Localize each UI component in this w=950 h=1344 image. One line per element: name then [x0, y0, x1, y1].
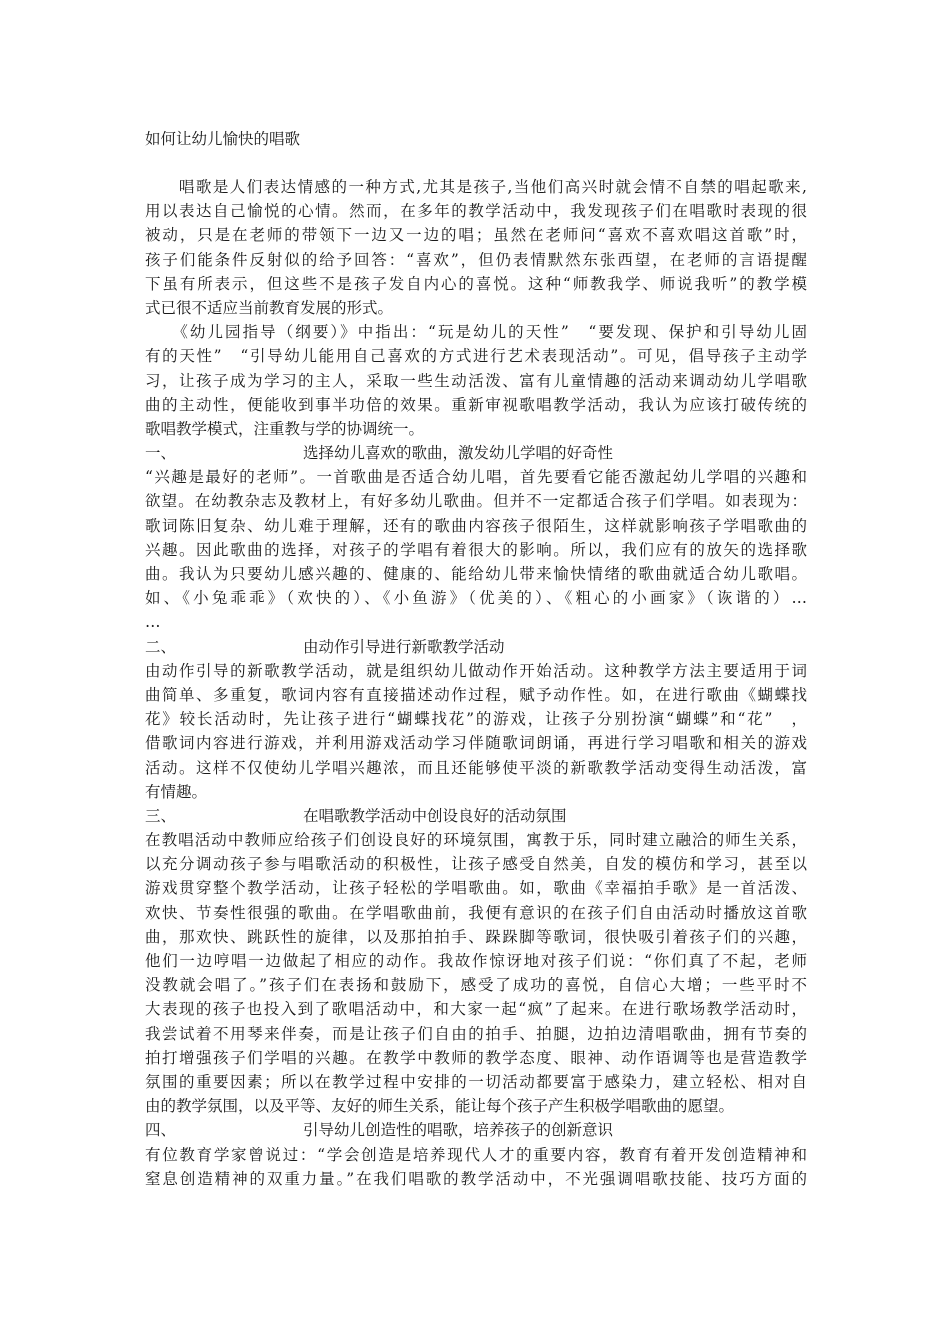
text-line: 曲。我认为只要幼儿感兴趣的、健康的、能给幼儿带来愉快情绪的歌曲就适合幼儿歌唱。 [145, 565, 807, 583]
text-line: 曲，那欢快、跳跃性的旋律，以及那拍拍手、跺跺脚等歌词，很快吸引着孩子们的兴趣， [145, 927, 807, 946]
text-line: 有位教育学家曾说过：“学会创造是培养现代人才的重要内容，教育有着开发创造精神和 [145, 1145, 807, 1164]
text-line: 欲望。在幼教杂志及教材上，有好多幼儿歌曲。但并不一定都适合孩子们学唱。如表现为： [145, 492, 807, 511]
section-heading [145, 804, 807, 828]
text-line: 曲的主动性，便能收到事半功倍的效果。重新审视歌唱教学活动，我认为应该打破传统的 [145, 395, 807, 414]
text-line: … [145, 613, 161, 632]
text-line: 习，让孩子成为学习的主人，采取一些生动活泼、富有儿童情趣的活动来调动幼儿学唱歌 [145, 371, 807, 390]
text-line: 唱歌是人们表达情感的一种方式,尤其是孩子,当他们高兴时就会情不自禁的唱起歌来, [145, 178, 807, 196]
text-line: 《幼儿园指导（纲要）》中指出：“玩是幼儿的天性” “要发现、保护和引导幼儿固 [145, 323, 807, 342]
section-title: 选择幼儿喜欢的歌曲，激发幼儿学唱的好奇性 [303, 444, 614, 463]
text-line: 由动作引导的新歌教学活动，就是组织幼儿做动作开始活动。这种教学方法主要适用于词 [145, 661, 807, 680]
section-title: 由动作引导进行新歌教学活动 [303, 637, 505, 656]
text-line: 欢快、节奏性很强的歌曲。在学唱歌曲前，我便有意识的在孩子们自由活动时播放这首歌 [145, 903, 807, 922]
text-line: 在教唱活动中教师应给孩子们创设良好的环境氛围，寓教于乐，同时建立融洽的师生关系， [145, 831, 807, 850]
text-line: 花》较长活动时，先让孩子进行“蝴蝶找花”的游戏，让孩子分别扮演“蝴蝶”和“花” ， [145, 710, 807, 729]
text-line: 借歌词内容进行游戏，并利用游戏活动学习伴随歌词朗诵，再进行学习唱歌和相关的游戏 [145, 734, 807, 753]
text-line: 以充分调动孩子参与唱歌活动的积极性，让孩子感受自然美，自发的模仿和学习，甚至以 [145, 855, 807, 874]
document-title: 如何让幼儿愉快的唱歌 [145, 130, 301, 148]
section-heading [145, 635, 807, 659]
text-line: 曲简单、多重复，歌词内容有直接描述动作过程，赋予动作性。如，在进行歌曲《蝴蝶找 [145, 685, 807, 704]
text-line: 被动，只是在老师的带领下一边又一边的唱；虽然在老师问“喜欢不喜欢唱这首歌”时， [145, 226, 807, 245]
text-line: 活动。这样不仅使幼儿学唱兴趣浓，而且还能够使平淡的新歌教学活动变得生动活泼，富 [145, 758, 807, 777]
text-line: 窒息创造精神的双重力量。”在我们唱歌的教学活动中，不光强调唱歌技能、技巧方面的 [145, 1169, 807, 1188]
text-line: 歌唱教学模式，注重教与学的协调统一。 [145, 419, 425, 438]
text-line: 氛围的重要因素；所以在教学过程中安排的一切活动都要富于感染力，建立轻松、相对自 [145, 1072, 807, 1091]
text-line: 如、《小兔乖乖》（欢快的）、《小鱼游》（优美的）、《粗心的小画家》（诙谐的）… [145, 589, 807, 608]
section-number: 三、 [145, 806, 177, 825]
text-line: 孩子们能条件反射似的给予回答：“喜欢”，但仍表情默然东张西望，在老师的言语提醒 [145, 250, 807, 269]
text-line: 他们一边哼唱一边做起了相应的动作。我故作惊讶地对孩子们说：“你们真了不起，老师 [145, 952, 807, 970]
section-heading [145, 1118, 807, 1142]
text-line: 我尝试着不用琴来伴奏，而是让孩子们自由的拍手、拍腿，边拍边清唱歌曲，拥有节奏的 [145, 1024, 807, 1043]
section-title: 引导幼儿创造性的唱歌，培养孩子的创新意识 [303, 1121, 614, 1140]
text-line: 拍打增强孩子们学唱的兴趣。在教学中教师的教学态度、眼神、动作语调等也是营造教学 [145, 1048, 807, 1067]
document-body [145, 175, 807, 1191]
text-line: 下虽有所表示，但这些不是孩子发自内心的喜悦。这种“师教我学、师说我听”的教学模 [145, 274, 807, 293]
text-line: 兴趣。因此歌曲的选择，对孩子的学唱有着很大的影响。所以，我们应有的放矢的选择歌 [145, 540, 807, 559]
text-line: 歌词陈旧复杂、幼儿难于理解，还有的歌曲内容孩子很陌生，这样就影响孩子学唱歌曲的 [145, 516, 807, 535]
section-title: 在唱歌教学活动中创设良好的活动氛围 [303, 806, 567, 825]
text-line: “兴趣是最好的老师”。一首歌曲是否适合幼儿唱，首先要看它能否激起幼儿学唱的兴趣和 [145, 468, 807, 487]
text-line: 游戏贯穿整个教学活动，让孩子轻松的学唱歌曲。如，歌曲《幸福拍手歌》是一首活泼、 [145, 879, 807, 898]
section-number: 四、 [145, 1121, 177, 1140]
text-line: 由的教学氛围，以及平等、友好的师生关系，能让每个孩子产生积极学唱歌曲的愿望。 [145, 1097, 735, 1116]
text-line: 式已很不适应当前教育发展的形式。 [145, 298, 394, 317]
text-line: 没教就会唱了。”孩子们在表扬和鼓励下，感受了成功的喜悦，自信心大增；一些平时不 [145, 976, 807, 995]
section-number: 二、 [145, 637, 177, 656]
text-line: 用以表达自己愉悦的心情。然而，在多年的教学活动中，我发现孩子们在唱歌时表现的很 [145, 202, 807, 221]
text-line: 大表现的孩子也投入到了歌唱活动中，和大家一起“疯”了起来。在进行歌场教学活动时， [145, 1000, 807, 1019]
text-line: 有情趣。 [145, 782, 208, 801]
section-number: 一、 [145, 444, 177, 463]
section-heading [145, 441, 807, 465]
text-line: 有的天性” “引导幼儿能用自己喜欢的方式进行艺术表现活动”。可见，倡导孩子主动学 [145, 347, 807, 366]
